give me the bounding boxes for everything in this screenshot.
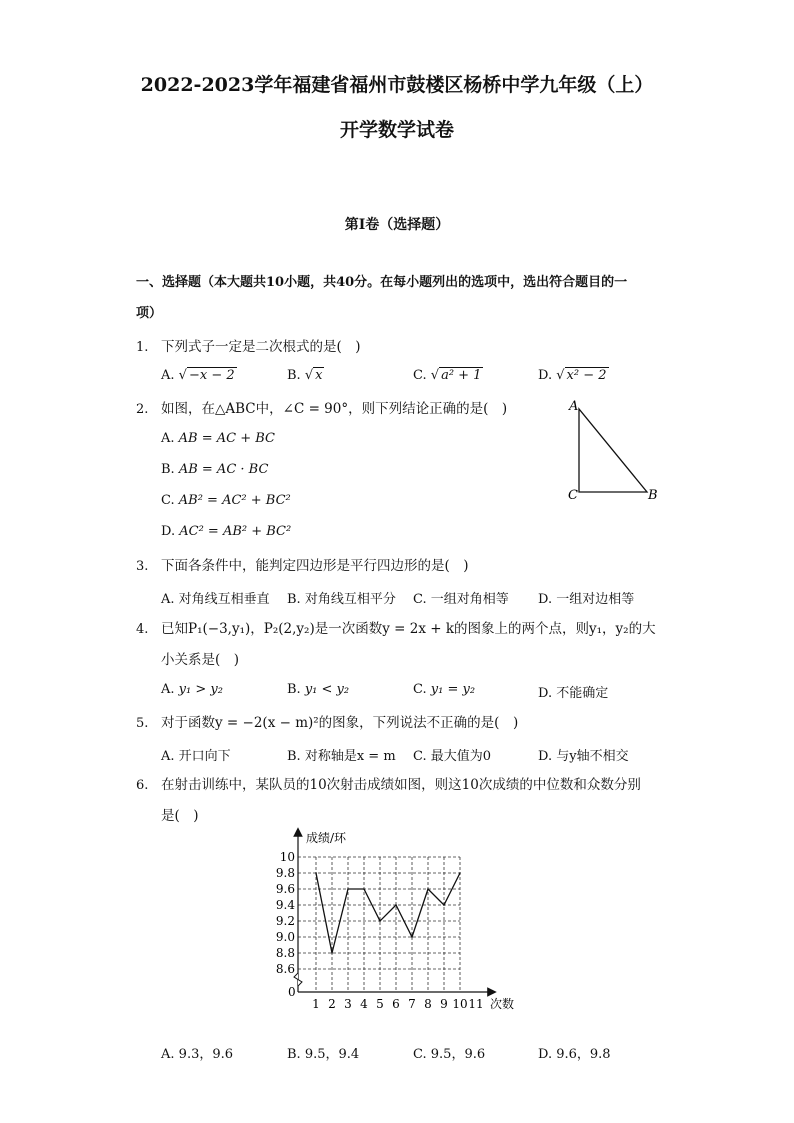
question-number: 4. bbox=[136, 622, 149, 637]
question-stem-line2: 小关系是( ) bbox=[161, 652, 240, 668]
option-d[interactable]: D. AC² = AB² + BC² bbox=[161, 524, 292, 539]
triangle-abc bbox=[579, 409, 647, 492]
y-tick-label: 9.8 bbox=[275, 866, 295, 880]
y-tick-label: 10 bbox=[279, 850, 295, 864]
x-tick-label: 10 bbox=[452, 997, 468, 1011]
vertex-label-a: A bbox=[569, 399, 579, 414]
x-tick-label: 1 bbox=[312, 997, 320, 1011]
exam-title-line2: 开学数学试卷 bbox=[339, 119, 454, 141]
question-stem: 下面各条件中，能判定四边形是平行四边形的是( ) bbox=[161, 558, 469, 574]
option-b[interactable]: B. 对角线互相平分 bbox=[287, 592, 396, 607]
option-a[interactable]: A. AB = AC + BC bbox=[161, 431, 276, 446]
data-point bbox=[315, 872, 317, 874]
y-tick-label: 9.2 bbox=[275, 914, 295, 928]
x-tick-label: 4 bbox=[360, 997, 368, 1011]
question-stem: 下列式子一定是二次根式的是( ) bbox=[161, 339, 361, 355]
x-tick-label: 5 bbox=[376, 997, 384, 1011]
option-c[interactable]: C. √ a² + 1 bbox=[413, 368, 482, 383]
data-point bbox=[331, 952, 333, 954]
option-a[interactable]: A. √ −x − 2 bbox=[161, 368, 235, 383]
option-b[interactable]: B. √ x bbox=[287, 368, 323, 383]
option-a[interactable]: A. 开口向下 bbox=[161, 749, 231, 764]
section-header-line2: 项） bbox=[136, 306, 163, 321]
question-number: 3. bbox=[136, 559, 149, 574]
x-tick-label: 9 bbox=[440, 997, 448, 1011]
option-d[interactable]: D. 9.6，9.8 bbox=[538, 1047, 611, 1062]
data-point bbox=[363, 888, 365, 890]
question-stem: 对于函数y = −2(x − m)²的图象，下列说法不正确的是( ) bbox=[161, 715, 519, 731]
y-axis-label: 成绩/环 bbox=[306, 831, 347, 845]
data-point bbox=[427, 888, 429, 890]
right-triangle-figure bbox=[560, 395, 670, 510]
option-b[interactable]: B. AB = AC · BC bbox=[161, 462, 269, 477]
x-tick-label: 7 bbox=[408, 997, 416, 1011]
question-stem-line1: 在射击训练中，某队员的10次射击成绩如图，则这10次成绩的中位数和众数分别 bbox=[161, 777, 641, 793]
data-point bbox=[347, 888, 349, 890]
question-stem: 如图，在△ABC中，∠C = 90°，则下列结论正确的是( ) bbox=[161, 401, 508, 417]
sqrt-expression: √ a² + 1 bbox=[430, 368, 482, 383]
vertex-label-c: C bbox=[568, 488, 578, 503]
x-tick-label: 11 bbox=[468, 997, 484, 1011]
data-point bbox=[411, 936, 413, 938]
question-number: 1. bbox=[136, 340, 149, 355]
option-c[interactable]: C. 一组对角相等 bbox=[413, 592, 509, 607]
y-tick-label: 9.0 bbox=[275, 930, 295, 944]
option-c[interactable]: C. AB² = AC² + BC² bbox=[161, 493, 291, 508]
part-title: 第I卷（选择题） bbox=[344, 217, 450, 233]
option-d[interactable]: D. √ x² − 2 bbox=[538, 368, 607, 383]
option-a[interactable]: A. 对角线互相垂直 bbox=[161, 592, 270, 607]
question-stem-line1: 已知P₁(−3,y₁)，P₂(2,y₂)是一次函数y = 2x + k的图象上的两个点，则y₁，y₂的大 bbox=[161, 621, 656, 637]
option-b[interactable]: B. 9.5，9.4 bbox=[287, 1047, 360, 1062]
y-tick-label: 9.4 bbox=[275, 898, 295, 912]
option-d[interactable]: D. 一组对边相等 bbox=[538, 592, 635, 607]
y-tick-label: 8.6 bbox=[275, 962, 295, 976]
option-a[interactable]: A. 9.3，9.6 bbox=[161, 1047, 234, 1062]
sqrt-expression: √ x bbox=[304, 368, 323, 383]
x-tick-label: 6 bbox=[392, 997, 400, 1011]
shooting-score-line-chart bbox=[260, 822, 530, 1012]
section-header-line1: 一、选择题（本大题共10小题，共40分。在每小题列出的选项中，选出符合题目的一 bbox=[136, 275, 628, 290]
exam-title-line1: 2022-2023学年福建省福州市鼓楼区杨桥中学九年级（上） bbox=[140, 74, 654, 96]
option-c[interactable]: C. 9.5，9.6 bbox=[413, 1047, 486, 1062]
data-point bbox=[459, 872, 461, 874]
y-tick-label: 9.6 bbox=[275, 882, 295, 896]
option-b[interactable]: B. 对称轴是x = m bbox=[287, 749, 396, 764]
option-c[interactable]: C. 最大值为0 bbox=[413, 749, 492, 764]
data-point bbox=[379, 920, 381, 922]
question-stem-line2: 是( ) bbox=[161, 808, 199, 824]
question-number: 6. bbox=[136, 778, 149, 793]
chart-grid bbox=[298, 857, 460, 992]
origin-label: 0 bbox=[288, 985, 296, 999]
series-line bbox=[316, 873, 460, 953]
data-point bbox=[395, 904, 397, 906]
option-a[interactable]: A. y₁ > y₂ bbox=[161, 682, 223, 697]
x-axis-label: 次数 bbox=[490, 997, 515, 1011]
sqrt-expression: √ x² − 2 bbox=[556, 368, 607, 383]
option-c[interactable]: C. y₁ = y₂ bbox=[413, 682, 476, 697]
x-tick-label: 2 bbox=[328, 997, 336, 1011]
question-number: 5. bbox=[136, 716, 149, 731]
data-point bbox=[443, 904, 445, 906]
chart-series bbox=[315, 872, 461, 954]
option-d[interactable]: D. 与y轴不相交 bbox=[538, 749, 629, 764]
x-tick-label: 3 bbox=[344, 997, 352, 1011]
sqrt-expression: √ −x − 2 bbox=[178, 368, 235, 383]
chart-axes bbox=[288, 830, 514, 1011]
x-tick-label: 8 bbox=[424, 997, 432, 1011]
option-d[interactable]: D. 不能确定 bbox=[538, 686, 609, 701]
option-b[interactable]: B. y₁ < y₂ bbox=[287, 682, 350, 697]
question-number: 2. bbox=[136, 402, 149, 417]
y-tick-label: 8.8 bbox=[275, 946, 295, 960]
vertex-label-b: B bbox=[648, 488, 658, 503]
